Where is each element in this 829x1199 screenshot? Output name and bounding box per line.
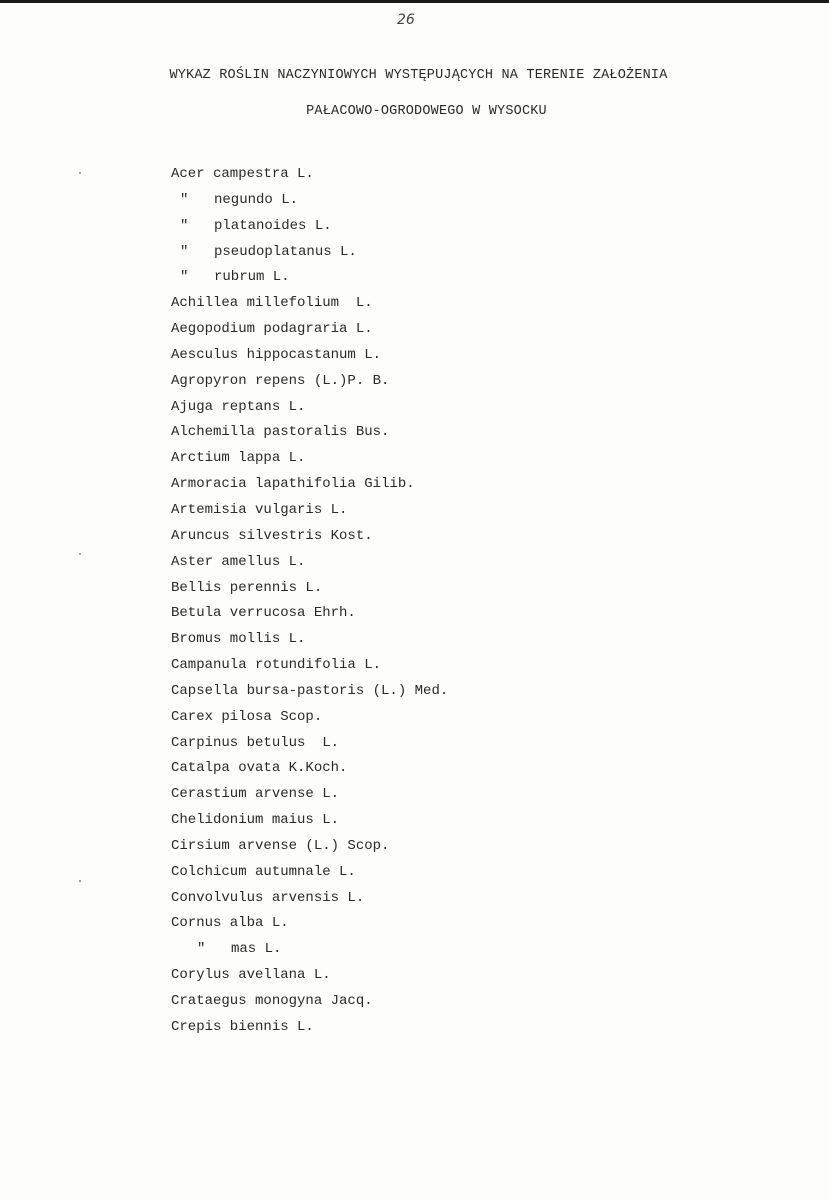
- species-name: Crataegus monogyna Jacq.: [171, 993, 373, 1009]
- ditto-mark: ": [180, 243, 189, 260]
- list-item: [171, 346, 448, 372]
- list-item: [171, 811, 448, 837]
- list-item: [171, 837, 448, 863]
- species-name: Agropyron repens (L.)P. B.: [171, 372, 390, 389]
- species-name: Corylus avellana L.: [171, 967, 331, 984]
- list-item: [171, 889, 448, 915]
- list-item: [171, 734, 448, 760]
- list-item: [171, 320, 448, 346]
- list-item: [171, 579, 448, 605]
- species-name: Ajuga reptans L.: [171, 398, 306, 415]
- ditto-mark: ": [180, 217, 189, 234]
- list-item: [171, 165, 448, 191]
- species-name: Aruncus silvestris Kost.: [171, 527, 373, 544]
- list-item: [171, 992, 448, 1018]
- list-item: [171, 682, 448, 708]
- ditto-mark: ": [180, 191, 189, 208]
- list-item: [171, 656, 448, 682]
- species-name: Cornus alba L.: [171, 915, 289, 932]
- species-name: mas L.: [231, 941, 282, 958]
- scan-speck: [79, 172, 81, 174]
- scan-top-edge: [0, 0, 829, 3]
- list-item: [171, 398, 448, 424]
- species-name: Aster amellus L.: [171, 553, 306, 570]
- species-name: Carpinus betulus L.: [171, 734, 340, 751]
- list-item: [171, 759, 448, 785]
- list-item: [171, 1018, 448, 1044]
- list-item: [171, 527, 448, 553]
- species-name: Bromus mollis L.: [171, 631, 306, 648]
- list-item: [171, 217, 448, 243]
- species-name: Catalpa ovata K.Koch.: [171, 760, 348, 777]
- species-name: Acer campestra L.: [171, 166, 314, 182]
- document-title-line-1: WYKAZ ROŚLIN NACZYNIOWYCH WYSTĘPUJĄCYCH NA TERENIE ZAŁOŻENIA: [169, 68, 668, 83]
- list-item: [171, 914, 448, 940]
- species-name: Chelidonium maius L.: [171, 812, 340, 829]
- species-name: pseudoplatanus L.: [214, 243, 357, 260]
- list-item: [171, 553, 448, 579]
- list-item: [171, 501, 448, 527]
- species-name: Cerastium arvense L.: [171, 786, 340, 803]
- document-title-line-2: PAŁACOWO-OGRODOWEGO W WYSOCKU: [306, 104, 547, 119]
- list-item: [171, 940, 448, 966]
- scan-speck: [79, 553, 81, 555]
- species-name: Alchemilla pastoralis Bus.: [171, 424, 390, 441]
- species-list: [171, 165, 448, 1044]
- species-name: Cirsium arvense (L.) Scop.: [171, 837, 390, 854]
- species-name: negundo L.: [214, 191, 299, 208]
- species-name: Betula verrucosa Ehrh.: [171, 605, 356, 622]
- species-name: Carex pilosa Scop.: [171, 708, 323, 725]
- list-item: [171, 372, 448, 398]
- list-item: [171, 475, 448, 501]
- species-name: Armoracia lapathifolia Gilib.: [171, 476, 415, 493]
- species-name: rubrum L.: [214, 269, 290, 286]
- ditto-mark: ": [180, 269, 189, 286]
- list-item: [171, 268, 448, 294]
- species-name: Aegopodium podagraria L.: [171, 321, 373, 338]
- scan-speck: [79, 880, 81, 882]
- ditto-mark: ": [197, 941, 206, 958]
- species-name: Crepis biennis L.: [171, 1018, 314, 1035]
- list-item: [171, 966, 448, 992]
- species-name: Convolvulus arvensis L.: [171, 889, 365, 906]
- species-name: Aesculus hippocastanum L.: [171, 346, 382, 363]
- species-name: Achillea millefolium L.: [171, 295, 373, 312]
- species-name: Artemisia vulgaris L.: [171, 501, 348, 518]
- species-name: Colchicum autumnale L.: [171, 863, 356, 880]
- list-item: [171, 191, 448, 217]
- page-number: 26: [397, 12, 415, 28]
- species-name: Bellis perennis L.: [171, 579, 323, 596]
- species-name: platanoides L.: [214, 217, 332, 234]
- list-item: [171, 449, 448, 475]
- list-item: [171, 708, 448, 734]
- list-item: [171, 630, 448, 656]
- species-name: Campanula rotundifolia L.: [171, 657, 382, 674]
- list-item: [171, 863, 448, 889]
- species-name: Arctium lappa L.: [171, 450, 306, 467]
- species-name: Capsella bursa-pastoris (L.) Med.: [171, 682, 449, 699]
- list-item: [171, 785, 448, 811]
- list-item: [171, 423, 448, 449]
- list-item: [171, 294, 448, 320]
- list-item: [171, 243, 448, 269]
- list-item: [171, 604, 448, 630]
